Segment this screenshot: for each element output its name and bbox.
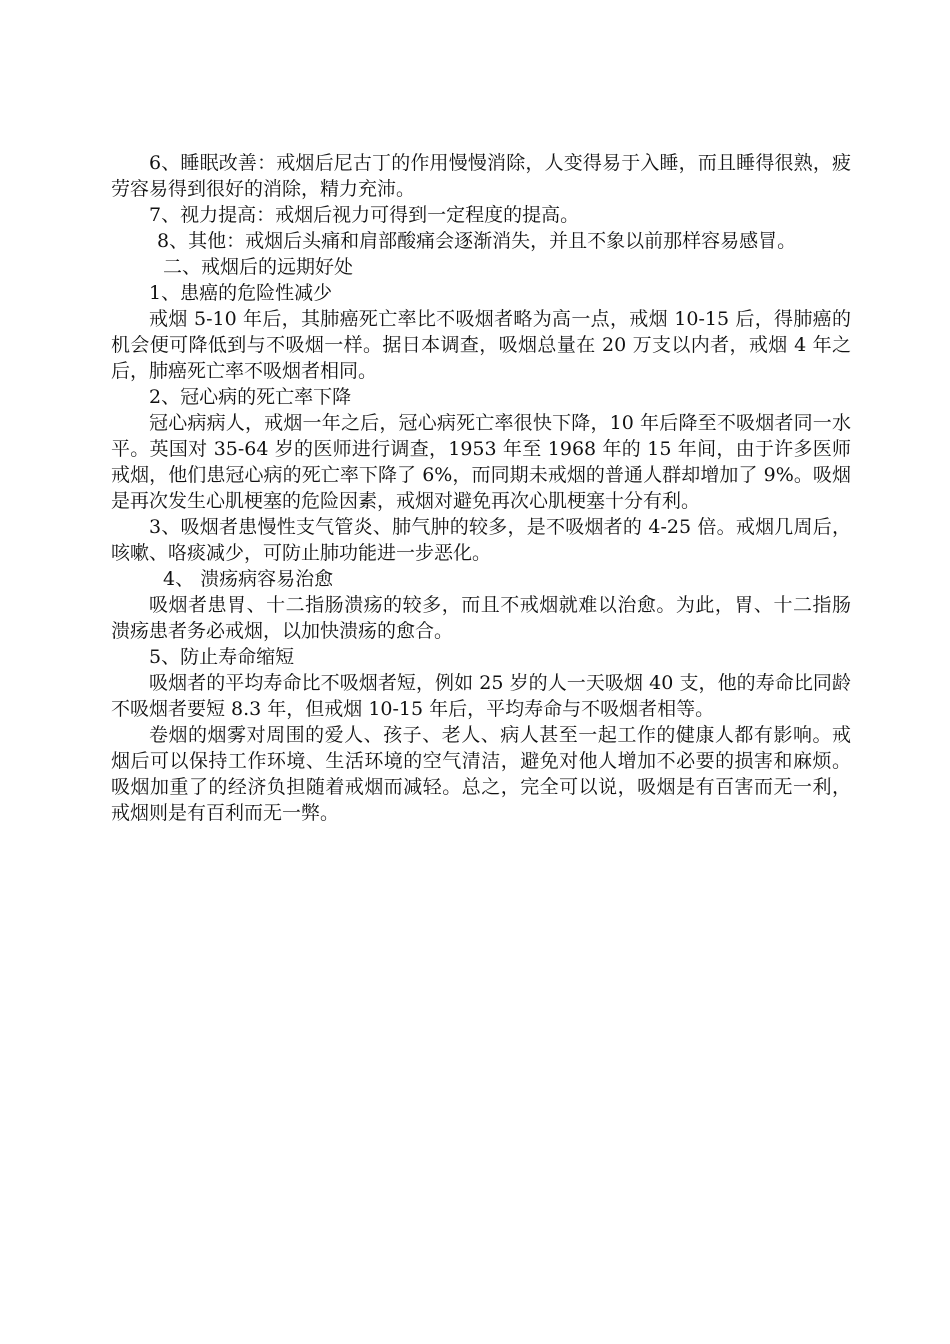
section-heading-long-term-benefits: 二、戒烟后的远期好处 (163, 256, 354, 278)
document-body (111, 150, 851, 826)
paragraph-vision-improvement: 7、视力提高：戒烟后视力可得到一定程度的提高。 (149, 204, 580, 226)
paragraph-cancer-risk: 戒烟 5-10 年后，其肺癌死亡率比不吸烟者略为高一点，戒烟 10-15 后，得肺癌的机会便可降低到与不吸烟一样。据日本调查，吸烟总量在 20 万支以内者，戒烟 4 年之后，肺癌死亡率不吸烟者相同。 (111, 308, 851, 382)
paragraph-sleep-improvement: 6、睡眠改善：戒烟后尼古丁的作用慢慢消除，人变得易于入睡，而且睡得很熟，疲劳容易得到很好的消除，精力充沛。 (111, 152, 851, 200)
paragraph-conclusion: 卷烟的烟雾对周围的爱人、孩子、老人、病人甚至一起工作的健康人都有影响。戒烟后可以保持工作环境、生活环境的空气清洁，避免对他人增加不必要的损害和麻烦。吸烟加重了的经济负担随着戒烟而减轻。总之，完全可以说，吸烟是有百害而无一利，戒烟则是有百利而无一弊。 (111, 724, 851, 824)
paragraph-other-benefits: 8、其他：戒烟后头痛和肩部酸痛会逐渐消失，并且不象以前那样容易感冒。 (157, 230, 797, 252)
paragraph-bronchitis: 3、吸烟者患慢性支气管炎、肺气肿的较多，是不吸烟者的 4-25 倍。戒烟几周后，咳嗽、咯痰减少，可防止肺功能进一步恶化。 (111, 516, 851, 564)
subheading-heart-disease: 2、冠心病的死亡率下降 (149, 386, 352, 408)
subheading-ulcer: 4、 溃疡病容易治愈 (163, 568, 334, 590)
paragraph-heart-disease: 冠心病病人，戒烟一年之后，冠心病死亡率很快下降，10 年后降至不吸烟者同一水平。英国对 35-64 岁的医师进行调查，1953 年至 1968 年的 15 年间，由于许多医师戒烟，他们患冠心病的死亡率下降了 6%，而同期未戒烟的普通人群却增加了 9%。吸烟是再次发生心肌梗塞的危险因素，戒烟对避免再次心肌梗塞十分有利。 (111, 412, 851, 512)
paragraph-lifespan: 吸烟者的平均寿命比不吸烟者短，例如 25 岁的人一天吸烟 40 支，他的寿命比同龄不吸烟者要短 8.3 年，但戒烟 10-15 年后，平均寿命与不吸烟者相等。 (111, 672, 851, 720)
subheading-lifespan: 5、防止寿命缩短 (149, 646, 295, 668)
subheading-cancer-risk: 1、患癌的危险性减少 (149, 282, 333, 304)
paragraph-ulcer: 吸烟者患胃、十二指肠溃疡的较多，而且不戒烟就难以治愈。为此，胃、十二指肠溃疡患者务必戒烟，以加快溃疡的愈合。 (111, 594, 851, 642)
